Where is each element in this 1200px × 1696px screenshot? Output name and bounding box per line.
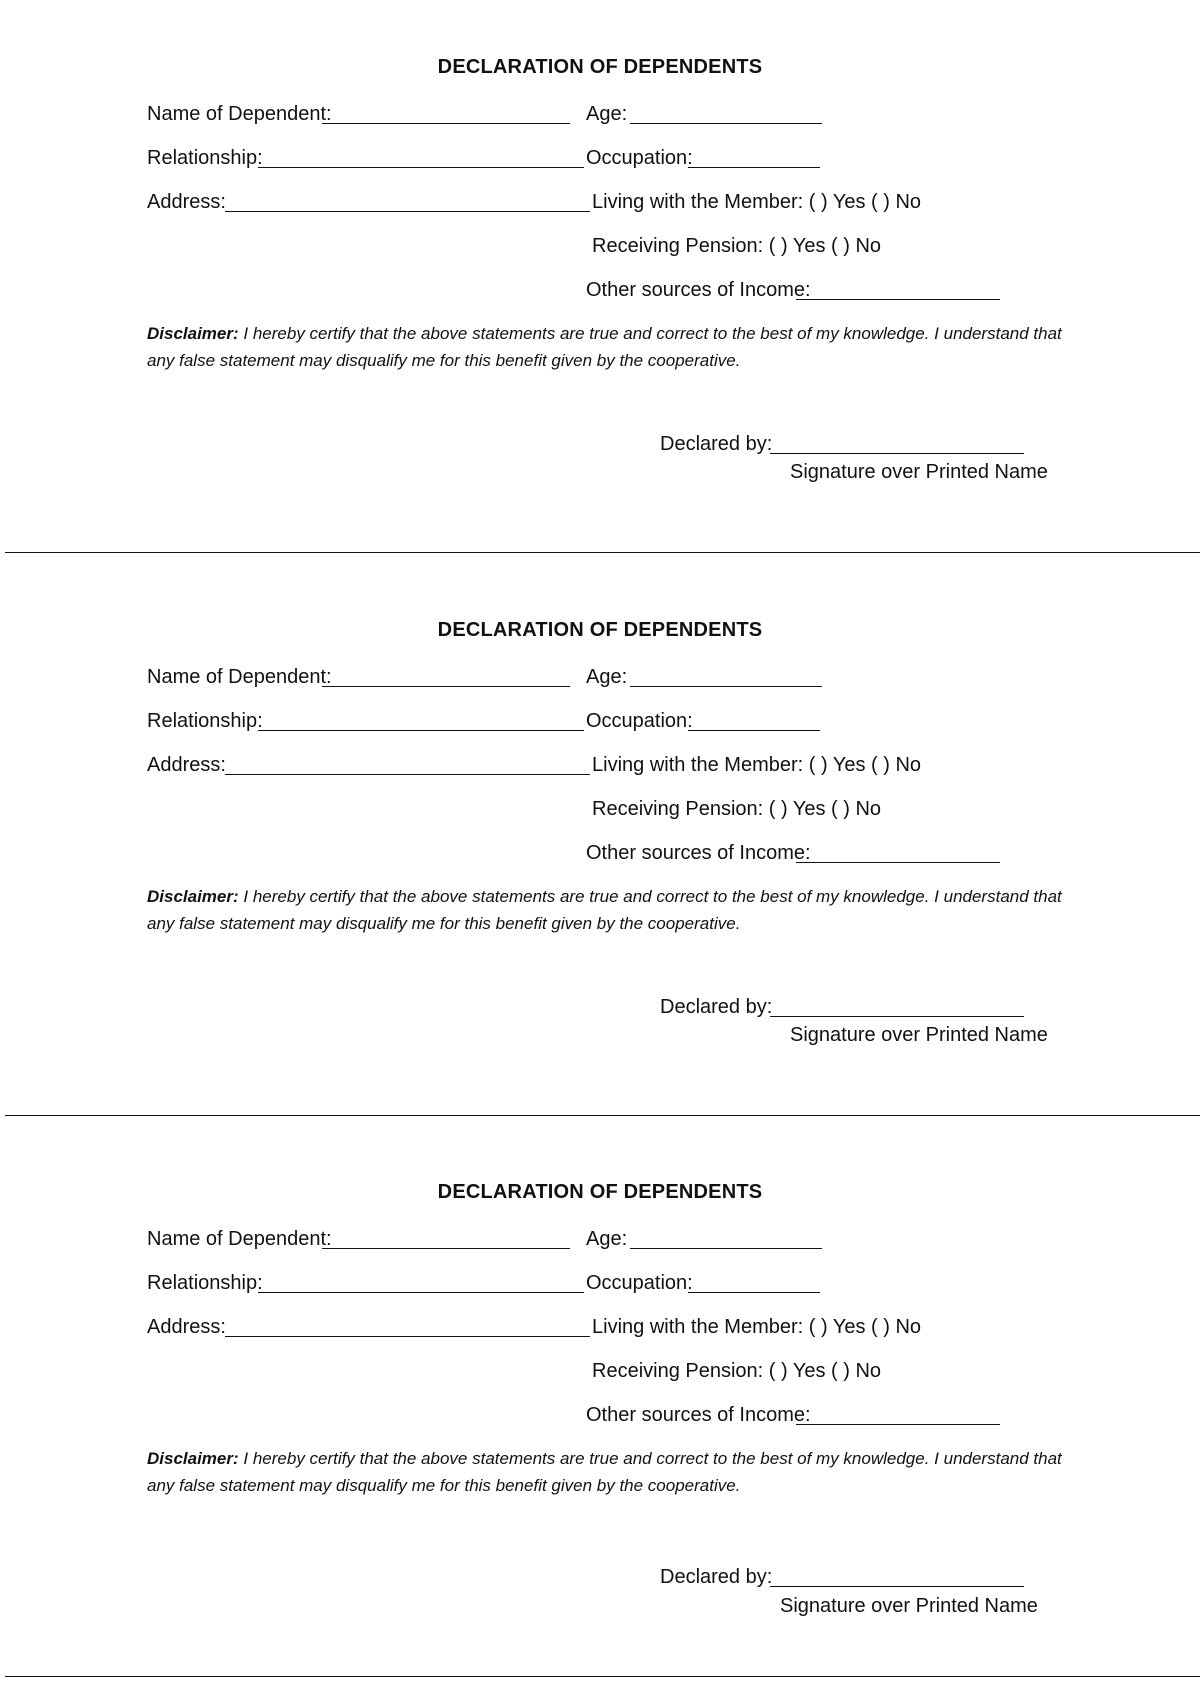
form-title: DECLARATION OF DEPENDENTS bbox=[437, 1181, 763, 1203]
name-of-dependent-field[interactable] bbox=[322, 1248, 570, 1249]
occupation-label: Occupation: bbox=[586, 1272, 693, 1294]
relationship-label: Relationship: bbox=[147, 1272, 263, 1294]
address-field[interactable] bbox=[225, 211, 590, 212]
declared-by-label: Declared by: bbox=[660, 996, 773, 1018]
age-label: Age: bbox=[586, 666, 628, 688]
declaration-form-3 bbox=[0, 1125, 1200, 1685]
declared-by-label: Declared by: bbox=[660, 433, 773, 455]
signature-field[interactable] bbox=[770, 1586, 1024, 1587]
address-label: Address: bbox=[147, 191, 226, 213]
occupation-label: Occupation: bbox=[586, 710, 693, 732]
living-with-member-options[interactable]: Living with the Member: ( ) Yes ( ) No bbox=[592, 191, 922, 213]
disclaimer-text: I hereby certify that the above statements are true and correct to the best of my knowledge. I understand that any false statement may disqualify me for this benefit given by the cooperative. bbox=[147, 1449, 1062, 1495]
other-income-field[interactable] bbox=[796, 862, 1000, 863]
living-with-member-options[interactable]: Living with the Member: ( ) Yes ( ) No bbox=[592, 754, 922, 776]
cut-line bbox=[5, 1676, 1200, 1677]
occupation-field[interactable] bbox=[688, 167, 820, 168]
age-label: Age: bbox=[586, 103, 628, 125]
disclaimer-text: I hereby certify that the above statements are true and correct to the best of my knowledge. I understand that any false statement may disqualify me for this benefit given by the cooperative. bbox=[147, 887, 1062, 933]
age-label: Age: bbox=[586, 1228, 628, 1250]
name-of-dependent-label: Name of Dependent: bbox=[147, 1228, 332, 1250]
name-of-dependent-field[interactable] bbox=[322, 686, 570, 687]
cut-line bbox=[5, 1115, 1200, 1116]
name-of-dependent-field[interactable] bbox=[322, 123, 570, 124]
relationship-label: Relationship: bbox=[147, 710, 263, 732]
signature-caption: Signature over Printed Name bbox=[790, 461, 1048, 483]
address-label: Address: bbox=[147, 754, 226, 776]
relationship-field[interactable] bbox=[258, 730, 584, 731]
cut-line bbox=[5, 552, 1200, 553]
age-field[interactable] bbox=[630, 123, 822, 124]
disclaimer bbox=[147, 883, 1067, 937]
signature-caption: Signature over Printed Name bbox=[780, 1595, 1038, 1617]
other-income-label: Other sources of Income: bbox=[586, 842, 811, 864]
age-field[interactable] bbox=[630, 686, 822, 687]
disclaimer-heading: Disclaimer: bbox=[147, 887, 239, 906]
form-title: DECLARATION OF DEPENDENTS bbox=[437, 619, 763, 641]
receiving-pension-options[interactable]: Receiving Pension: ( ) Yes ( ) No bbox=[592, 235, 882, 257]
occupation-field[interactable] bbox=[688, 730, 820, 731]
living-with-member-options[interactable]: Living with the Member: ( ) Yes ( ) No bbox=[592, 1316, 922, 1338]
signature-field[interactable] bbox=[770, 1016, 1024, 1017]
occupation-field[interactable] bbox=[688, 1292, 820, 1293]
age-field[interactable] bbox=[630, 1248, 822, 1249]
name-of-dependent-label: Name of Dependent: bbox=[147, 666, 332, 688]
disclaimer bbox=[147, 1445, 1067, 1499]
receiving-pension-options[interactable]: Receiving Pension: ( ) Yes ( ) No bbox=[592, 1360, 882, 1382]
disclaimer-heading: Disclaimer: bbox=[147, 324, 239, 343]
form-title: DECLARATION OF DEPENDENTS bbox=[437, 56, 763, 78]
disclaimer-text: I hereby certify that the above statements are true and correct to the best of my knowledge. I understand that any false statement may disqualify me for this benefit given by the cooperative. bbox=[147, 324, 1062, 370]
declared-by-label: Declared by: bbox=[660, 1566, 773, 1588]
declaration-form-2 bbox=[0, 563, 1200, 1123]
other-income-label: Other sources of Income: bbox=[586, 1404, 811, 1426]
signature-caption: Signature over Printed Name bbox=[790, 1024, 1048, 1046]
disclaimer bbox=[147, 320, 1067, 374]
disclaimer-heading: Disclaimer: bbox=[147, 1449, 239, 1468]
other-income-field[interactable] bbox=[796, 1424, 1000, 1425]
other-income-label: Other sources of Income: bbox=[586, 279, 811, 301]
address-label: Address: bbox=[147, 1316, 226, 1338]
name-of-dependent-label: Name of Dependent: bbox=[147, 103, 332, 125]
receiving-pension-options[interactable]: Receiving Pension: ( ) Yes ( ) No bbox=[592, 798, 882, 820]
relationship-label: Relationship: bbox=[147, 147, 263, 169]
declaration-form-1 bbox=[0, 0, 1200, 560]
address-field[interactable] bbox=[225, 774, 590, 775]
other-income-field[interactable] bbox=[796, 299, 1000, 300]
relationship-field[interactable] bbox=[258, 1292, 584, 1293]
address-field[interactable] bbox=[225, 1336, 590, 1337]
occupation-label: Occupation: bbox=[586, 147, 693, 169]
signature-field[interactable] bbox=[770, 453, 1024, 454]
relationship-field[interactable] bbox=[258, 167, 584, 168]
